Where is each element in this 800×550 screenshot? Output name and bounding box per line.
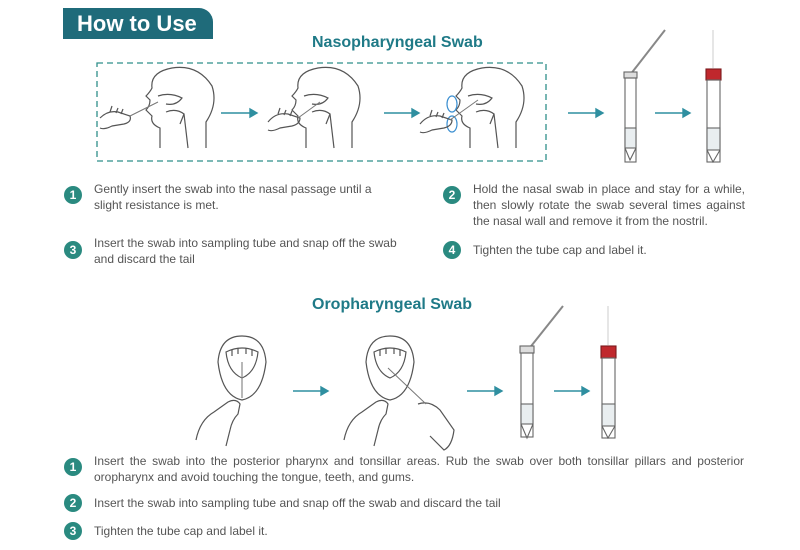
- step-number-badge: 2: [443, 186, 461, 204]
- step-number-badge: 2: [64, 494, 82, 512]
- hand-icon: [100, 106, 130, 129]
- head-profile-icon: [456, 67, 524, 148]
- naso-step-4-text: Tighten the tube cap and label it.: [473, 243, 647, 257]
- oro-step-3-text: Tighten the tube cap and label it.: [94, 524, 268, 538]
- arrow-icon: [568, 109, 603, 117]
- sample-tube-icon: [624, 30, 665, 162]
- arrow-icon: [221, 109, 257, 117]
- sample-tube-icon: [520, 306, 563, 438]
- swab-line: [298, 102, 320, 118]
- naso-step-1-text: Gently insert the swab into the nasal passage until a slight resistance is met.: [94, 182, 372, 212]
- naso-step-3-text: Insert the swab into sampling tube and snap off the swab and discard the tail: [94, 236, 397, 266]
- hand-icon: [196, 400, 240, 446]
- oro-step-1-text: Insert the swab into the posterior pharynx and tonsillar areas. Rub the swab over both tonsillar pillars and posterior oropharynx and avoid touching the tongue, teeth, and gums.: [94, 454, 744, 484]
- step-number-badge: 1: [64, 458, 82, 476]
- sample-tube-icon: [601, 306, 616, 438]
- naso-step-2-text: Hold the nasal swab in place and stay for a while, then slowly rotate the swab several times against the nasal wall and remove it from the nostril.: [473, 182, 745, 228]
- naso-section-title: Nasopharyngeal Swab: [312, 34, 483, 51]
- arrow-icon: [554, 387, 589, 395]
- step-number-badge: 3: [64, 241, 82, 259]
- open-mouth-icon: [218, 336, 266, 400]
- head-profile-icon: [292, 67, 360, 148]
- swab-line: [450, 100, 478, 120]
- arrow-icon: [655, 109, 690, 117]
- open-mouth-icon: [366, 336, 414, 400]
- step-number-badge: 3: [64, 522, 82, 540]
- step-number-badge: 1: [64, 186, 82, 204]
- step-number-badge: 4: [443, 241, 461, 259]
- hand-icon: [344, 400, 454, 450]
- arrow-icon: [384, 109, 419, 117]
- hand-icon: [268, 108, 300, 131]
- how-to-use-banner: How to Use: [63, 8, 213, 39]
- oro-step-2-text: Insert the swab into sampling tube and snap off the swab and discard the tail: [94, 496, 501, 510]
- arrow-icon: [467, 387, 502, 395]
- dashed-frame: [97, 63, 546, 161]
- oro-section-title: Oropharyngeal Swab: [312, 296, 473, 313]
- swab-line: [130, 102, 158, 116]
- head-profile-icon: [146, 67, 214, 148]
- sample-tube-icon: [706, 30, 721, 162]
- arrow-icon: [293, 387, 328, 395]
